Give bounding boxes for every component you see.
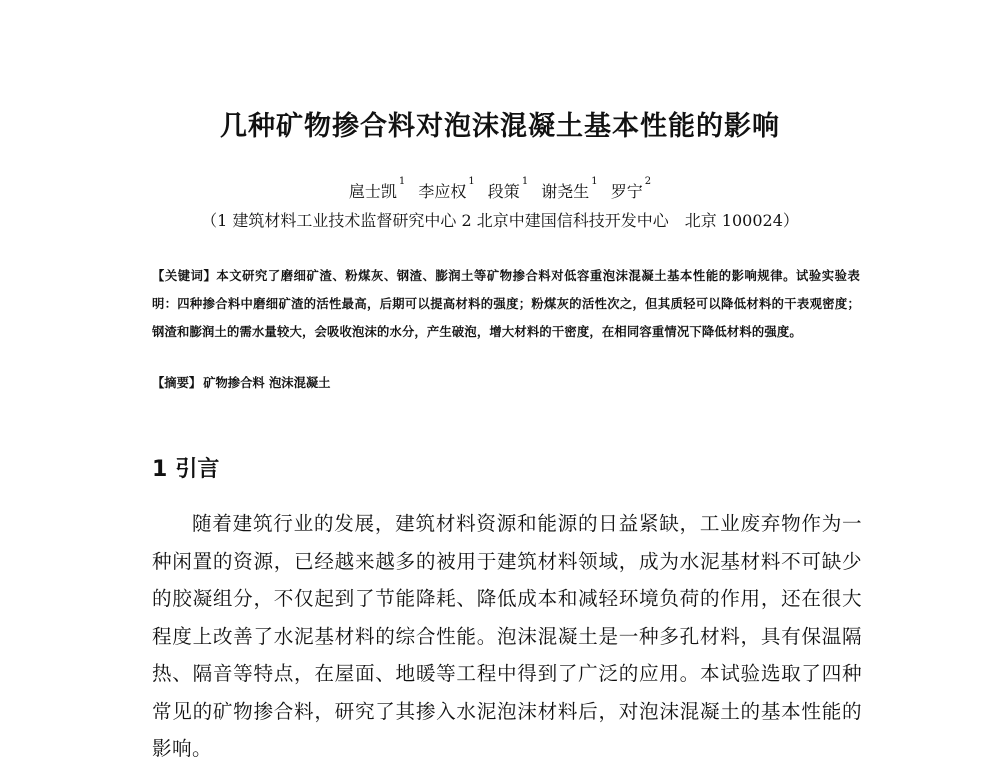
keywords-block — [152, 373, 860, 393]
author-affiliation-mark: 1 — [591, 176, 598, 187]
abstract-text: 本文研究了磨细矿渣、粉煤灰、钢渣、膨润土等矿物掺合料对低容重泡沫混凝土基本性能的影响规律。试验实验表明：四种掺合料中磨细矿渣的活性最高，后期可以提高材料的强度；粉煤灰的活性次之，但其质轻可以降低材料的干表观密度；钢渣和膨润土的需水量较大，会吸收泡沫的水分，产生破泡，增大材料的干密度，在相同容重情况下降低材料的强度。 — [152, 268, 860, 339]
author-affiliation-mark: 1 — [521, 176, 529, 187]
author-affiliation-mark: 1 — [398, 176, 406, 187]
author-name: 段策 — [487, 182, 520, 201]
author-name: 扈士凯 — [348, 182, 397, 201]
author — [541, 176, 598, 202]
keywords-text: 矿物掺合料 泡沫混凝土 — [203, 375, 331, 390]
affiliation: （1 建筑材料工业技术监督研究中心 2 北京中建国信科技开发中心 北京 100024） — [201, 211, 799, 230]
author-affiliation-mark: 1 — [468, 176, 475, 187]
author — [418, 176, 475, 202]
author-name: 李应权 — [418, 182, 467, 201]
section-number: 1 — [152, 457, 168, 482]
author — [610, 176, 652, 202]
author-affiliation-mark: 2 — [644, 176, 652, 187]
section-heading — [152, 452, 219, 483]
keywords-label: 【摘要】 — [152, 375, 202, 390]
author-name: 谢尧生 — [541, 182, 590, 201]
paper-title: 几种矿物掺合料对泡沫混凝土基本性能的影响 — [220, 111, 780, 142]
abstract-label: 【关键词】 — [152, 268, 217, 283]
author-name: 罗宁 — [610, 182, 643, 201]
author — [348, 176, 406, 202]
section-title: 引言 — [175, 457, 220, 482]
author-list — [0, 176, 1000, 202]
abstract-block — [152, 262, 860, 346]
body-paragraph: 随着建筑行业的发展，建筑材料资源和能源的日益紧缺，工业废弃物作为一种闲置的资源，已经越来越多的被用于建筑材料领域，成为水泥基材料不可缺少的胶凝组分，不仅起到了节能降耗、降低成本和减轻环境负荷的作用，还在很大程度上改善了水泥基材料的综合性能。泡沫混凝土是一种多孔材料，具有保温隔热、隔音等特点，在屋面、地暖等工程中得到了广泛的应用。本试验选取了四种常见的矿物掺合料，研究了其掺入水泥泡沫材料后，对泡沫混凝土的基本性能的影响。 — [152, 512, 862, 760]
author — [487, 176, 529, 202]
